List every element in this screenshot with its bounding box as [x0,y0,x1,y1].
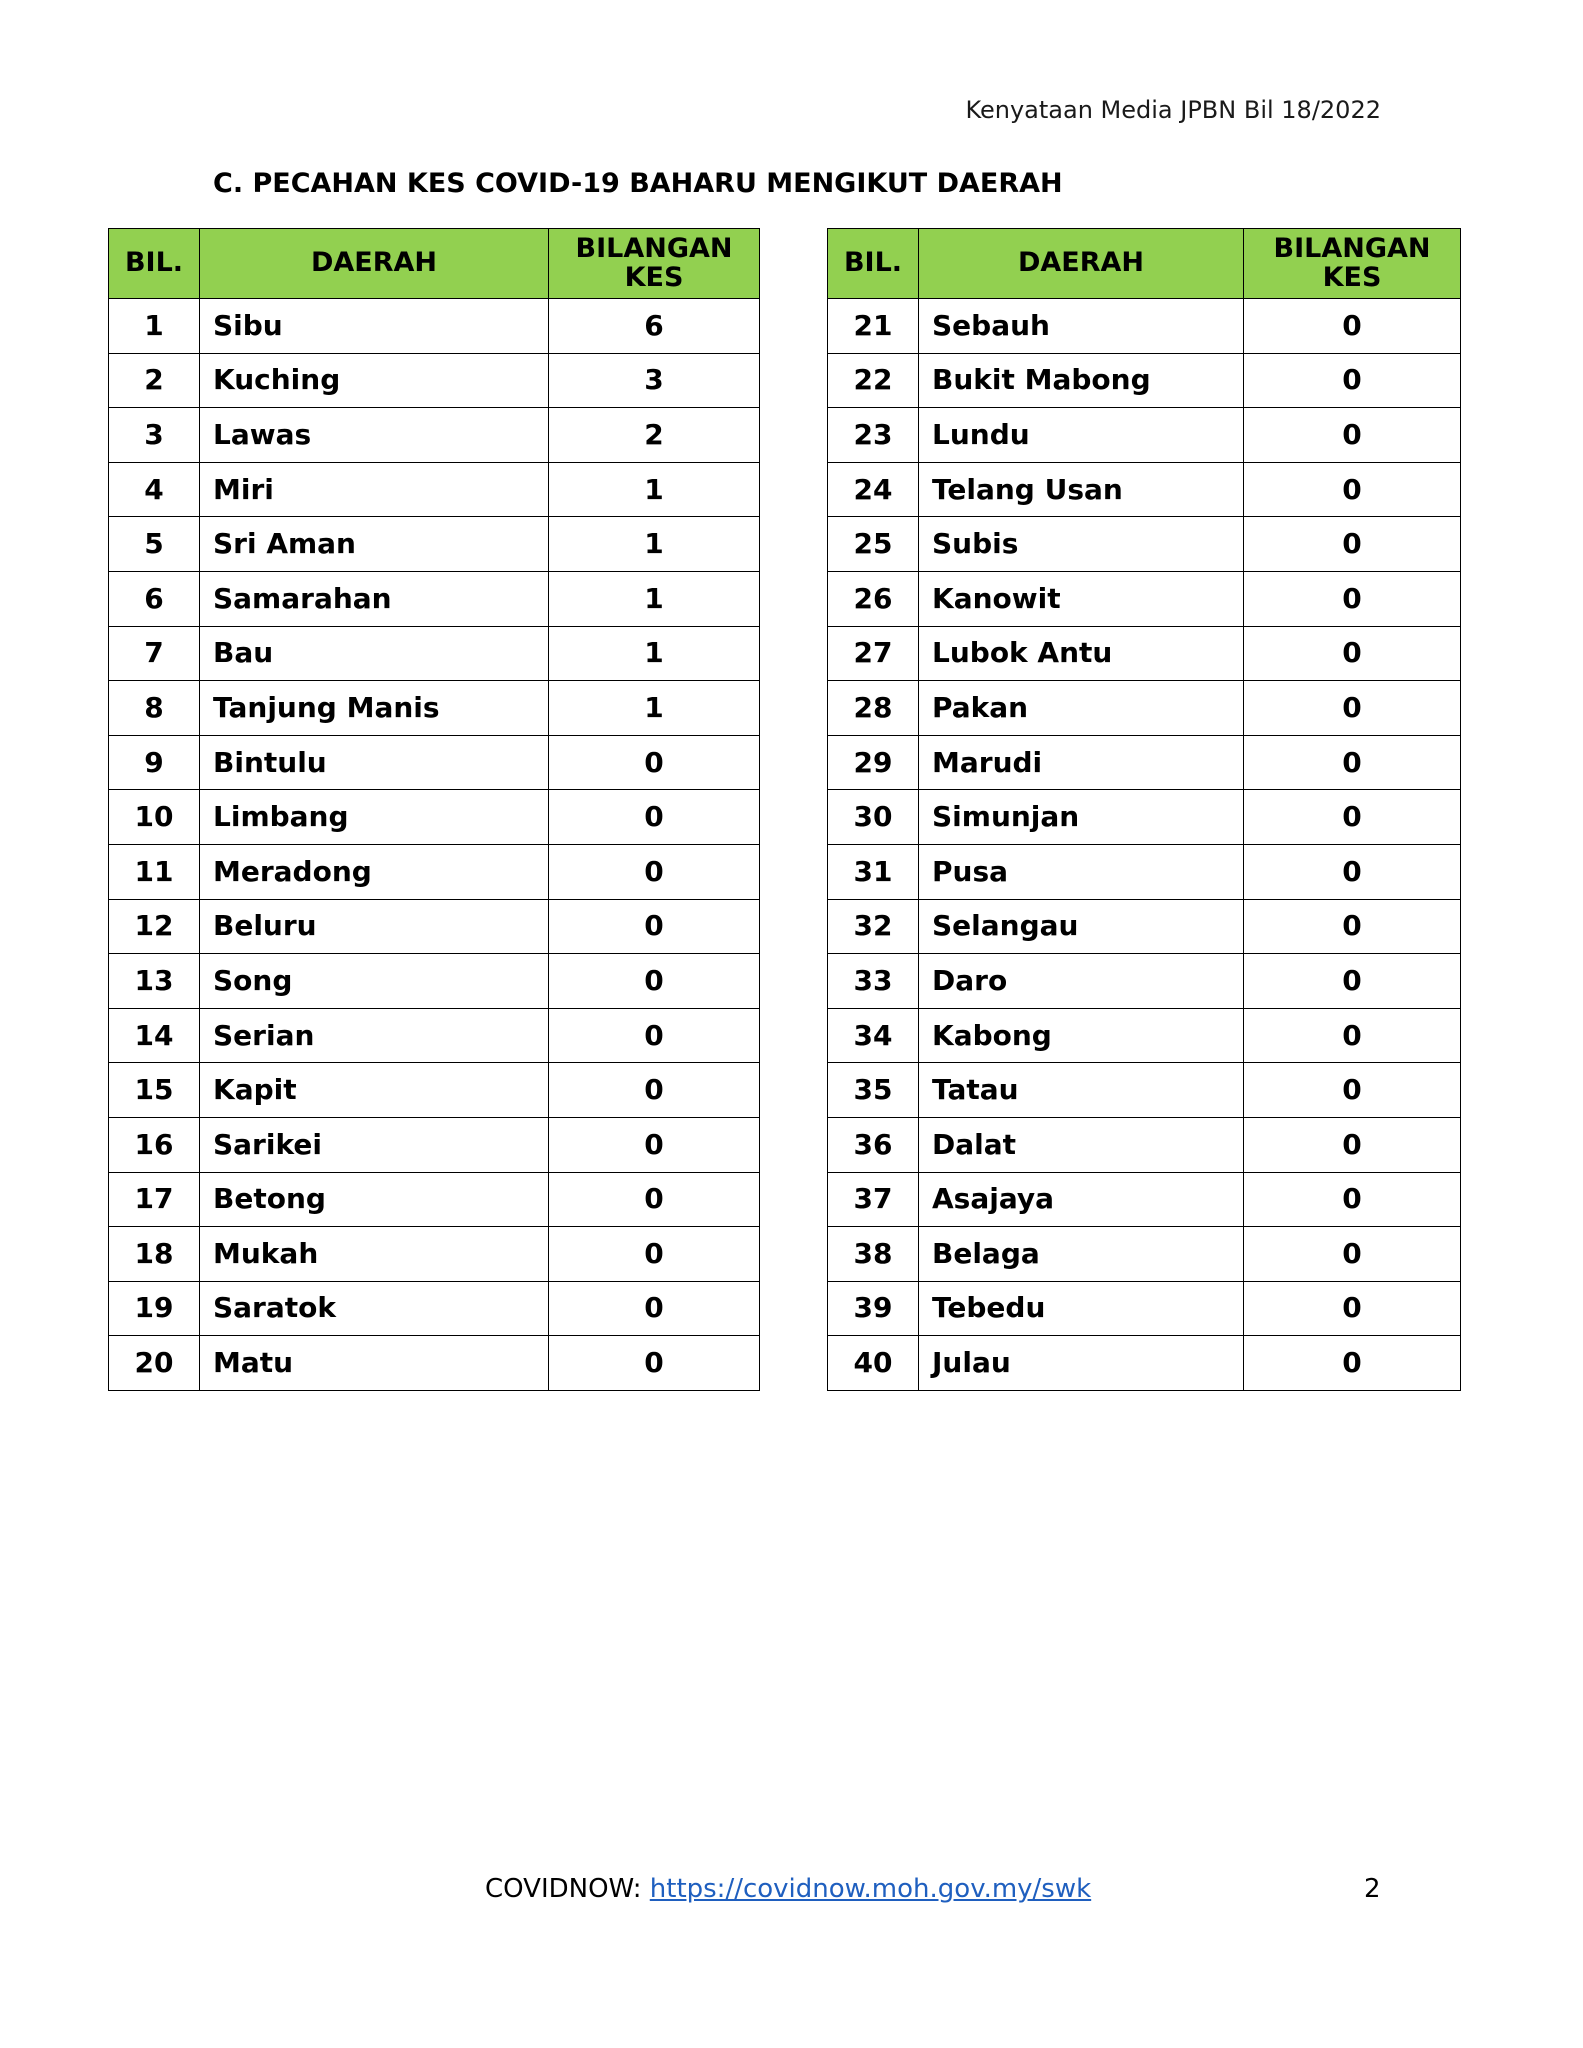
row-daerah: Matu [200,1336,549,1391]
row-bil: 32 [828,899,919,954]
row-daerah: Subis [919,517,1244,572]
table-row [109,571,760,626]
table-row [828,1063,1461,1118]
table-row [828,1008,1461,1063]
row-bil: 3 [109,408,200,463]
table-row [109,1008,760,1063]
header-daerah: DAERAH [919,229,1244,299]
row-bil: 20 [109,1336,200,1391]
table-row [828,299,1461,354]
header-daerah: DAERAH [200,229,549,299]
row-kes: 0 [1244,1008,1461,1063]
row-daerah: Julau [919,1336,1244,1391]
row-bil: 29 [828,735,919,790]
row-daerah: Bintulu [200,735,549,790]
row-bil: 5 [109,517,200,572]
row-bil: 9 [109,735,200,790]
covidnow-link[interactable]: https://covidnow.moh.gov.my/swk [649,1874,1092,1904]
row-kes: 0 [1244,735,1461,790]
row-daerah: Miri [200,462,549,517]
table-row [109,790,760,845]
header-bilangan-line2: KES [1322,261,1382,293]
row-kes: 0 [1244,1172,1461,1227]
header-bilangan-line1: BILANGAN [1273,233,1431,265]
row-daerah: Telang Usan [919,462,1244,517]
row-bil: 37 [828,1172,919,1227]
row-kes: 0 [1244,681,1461,736]
table-row [828,1117,1461,1172]
row-bil: 19 [109,1281,200,1336]
row-daerah: Tebedu [919,1281,1244,1336]
table-row [828,408,1461,463]
header-bilangan-line1: BILANGAN [575,233,733,265]
row-kes: 0 [549,1117,760,1172]
table-row [109,899,760,954]
row-daerah: Sri Aman [200,517,549,572]
row-bil: 22 [828,353,919,408]
table-row [828,844,1461,899]
header-bilangan-line2: KES [624,261,684,293]
table-row [828,1336,1461,1391]
row-kes: 1 [549,571,760,626]
row-daerah: Sebauh [919,299,1244,354]
row-daerah: Bukit Mabong [919,353,1244,408]
row-bil: 40 [828,1336,919,1391]
section-title: C. PECAHAN KES COVID-19 BAHARU MENGIKUT DAERAH [213,168,1063,199]
footer [485,1874,1091,1904]
row-kes: 2 [549,408,760,463]
row-bil: 14 [109,1008,200,1063]
row-bil: 17 [109,1172,200,1227]
row-kes: 0 [549,1281,760,1336]
row-bil: 12 [109,899,200,954]
row-bil: 36 [828,1117,919,1172]
row-kes: 0 [1244,626,1461,681]
row-bil: 27 [828,626,919,681]
row-kes: 0 [549,954,760,1009]
row-kes: 0 [549,790,760,845]
table-row [109,408,760,463]
table-row [828,517,1461,572]
row-kes: 0 [549,1336,760,1391]
row-kes: 0 [1244,844,1461,899]
table-row [109,1336,760,1391]
row-kes: 0 [549,735,760,790]
row-bil: 21 [828,299,919,354]
table-row [828,954,1461,1009]
row-kes: 6 [549,299,760,354]
district-cases-table-left [108,228,760,1391]
row-daerah: Belaga [919,1227,1244,1282]
table-row [109,1172,760,1227]
table-row [828,571,1461,626]
row-daerah: Lubok Antu [919,626,1244,681]
row-daerah: Pakan [919,681,1244,736]
row-daerah: Tatau [919,1063,1244,1118]
table-row [828,681,1461,736]
table-row [109,844,760,899]
row-daerah: Kanowit [919,571,1244,626]
row-bil: 16 [109,1117,200,1172]
row-daerah: Saratok [200,1281,549,1336]
document-reference: Kenyataan Media JPBN Bil 18/2022 [965,96,1381,124]
row-kes: 0 [1244,1063,1461,1118]
row-daerah: Lawas [200,408,549,463]
row-kes: 0 [1244,299,1461,354]
row-kes: 0 [1244,954,1461,1009]
row-kes: 0 [1244,571,1461,626]
row-bil: 2 [109,353,200,408]
row-bil: 18 [109,1227,200,1282]
table-row [109,299,760,354]
row-bil: 4 [109,462,200,517]
table-body-right [828,299,1461,1391]
table-row [109,517,760,572]
row-bil: 35 [828,1063,919,1118]
row-daerah: Tanjung Manis [200,681,549,736]
row-daerah: Serian [200,1008,549,1063]
table-row [109,681,760,736]
row-kes: 1 [549,626,760,681]
table-row [828,1227,1461,1282]
table-row [109,462,760,517]
row-daerah: Bau [200,626,549,681]
table-row [109,626,760,681]
row-bil: 10 [109,790,200,845]
row-kes: 0 [1244,1227,1461,1282]
table-row [109,1281,760,1336]
row-kes: 0 [1244,790,1461,845]
row-daerah: Song [200,954,549,1009]
table-row [109,1117,760,1172]
row-kes: 3 [549,353,760,408]
row-bil: 33 [828,954,919,1009]
table-row [109,735,760,790]
row-bil: 13 [109,954,200,1009]
row-daerah: Sarikei [200,1117,549,1172]
row-kes: 0 [1244,462,1461,517]
row-bil: 30 [828,790,919,845]
table-row [109,1227,760,1282]
header-bil: BIL. [828,229,919,299]
header-bilangan-kes [549,229,760,299]
row-bil: 31 [828,844,919,899]
table-body-left [109,299,760,1391]
row-daerah: Kabong [919,1008,1244,1063]
row-daerah: Samarahan [200,571,549,626]
row-kes: 0 [549,1063,760,1118]
row-kes: 0 [1244,408,1461,463]
row-kes: 0 [1244,1117,1461,1172]
row-kes: 0 [549,1172,760,1227]
page-number: 2 [1364,1874,1381,1904]
header-bil: BIL. [109,229,200,299]
row-bil: 38 [828,1227,919,1282]
table-row [109,353,760,408]
row-kes: 1 [549,517,760,572]
row-bil: 39 [828,1281,919,1336]
row-daerah: Limbang [200,790,549,845]
row-kes: 0 [549,844,760,899]
table-row [828,899,1461,954]
row-daerah: Mukah [200,1227,549,1282]
row-daerah: Asajaya [919,1172,1244,1227]
row-bil: 28 [828,681,919,736]
table-row [828,1281,1461,1336]
row-kes: 0 [549,1008,760,1063]
row-kes: 0 [1244,353,1461,408]
row-kes: 0 [549,1227,760,1282]
row-daerah: Kapit [200,1063,549,1118]
table-row [828,353,1461,408]
row-daerah: Selangau [919,899,1244,954]
row-daerah: Simunjan [919,790,1244,845]
row-daerah: Kuching [200,353,549,408]
row-kes: 1 [549,462,760,517]
row-bil: 23 [828,408,919,463]
row-kes: 0 [1244,1336,1461,1391]
header-bilangan-kes [1244,229,1461,299]
row-daerah: Meradong [200,844,549,899]
district-cases-table-right [827,228,1461,1391]
row-daerah: Lundu [919,408,1244,463]
table-row [828,790,1461,845]
row-kes: 0 [549,899,760,954]
table-row [109,1063,760,1118]
row-bil: 6 [109,571,200,626]
table-header-row [109,229,760,299]
row-daerah: Daro [919,954,1244,1009]
row-kes: 0 [1244,1281,1461,1336]
table-row [828,1172,1461,1227]
row-daerah: Beluru [200,899,549,954]
row-daerah: Marudi [919,735,1244,790]
table-row [828,735,1461,790]
row-bil: 1 [109,299,200,354]
footer-label: COVIDNOW: [485,1874,650,1904]
row-bil: 8 [109,681,200,736]
row-kes: 1 [549,681,760,736]
row-bil: 15 [109,1063,200,1118]
row-daerah: Dalat [919,1117,1244,1172]
table-row [828,462,1461,517]
table-header-row [828,229,1461,299]
table-row [828,626,1461,681]
row-kes: 0 [1244,517,1461,572]
row-bil: 24 [828,462,919,517]
row-bil: 25 [828,517,919,572]
row-daerah: Betong [200,1172,549,1227]
row-daerah: Pusa [919,844,1244,899]
table-row [109,954,760,1009]
row-bil: 7 [109,626,200,681]
row-bil: 26 [828,571,919,626]
row-daerah: Sibu [200,299,549,354]
row-bil: 11 [109,844,200,899]
row-bil: 34 [828,1008,919,1063]
row-kes: 0 [1244,899,1461,954]
